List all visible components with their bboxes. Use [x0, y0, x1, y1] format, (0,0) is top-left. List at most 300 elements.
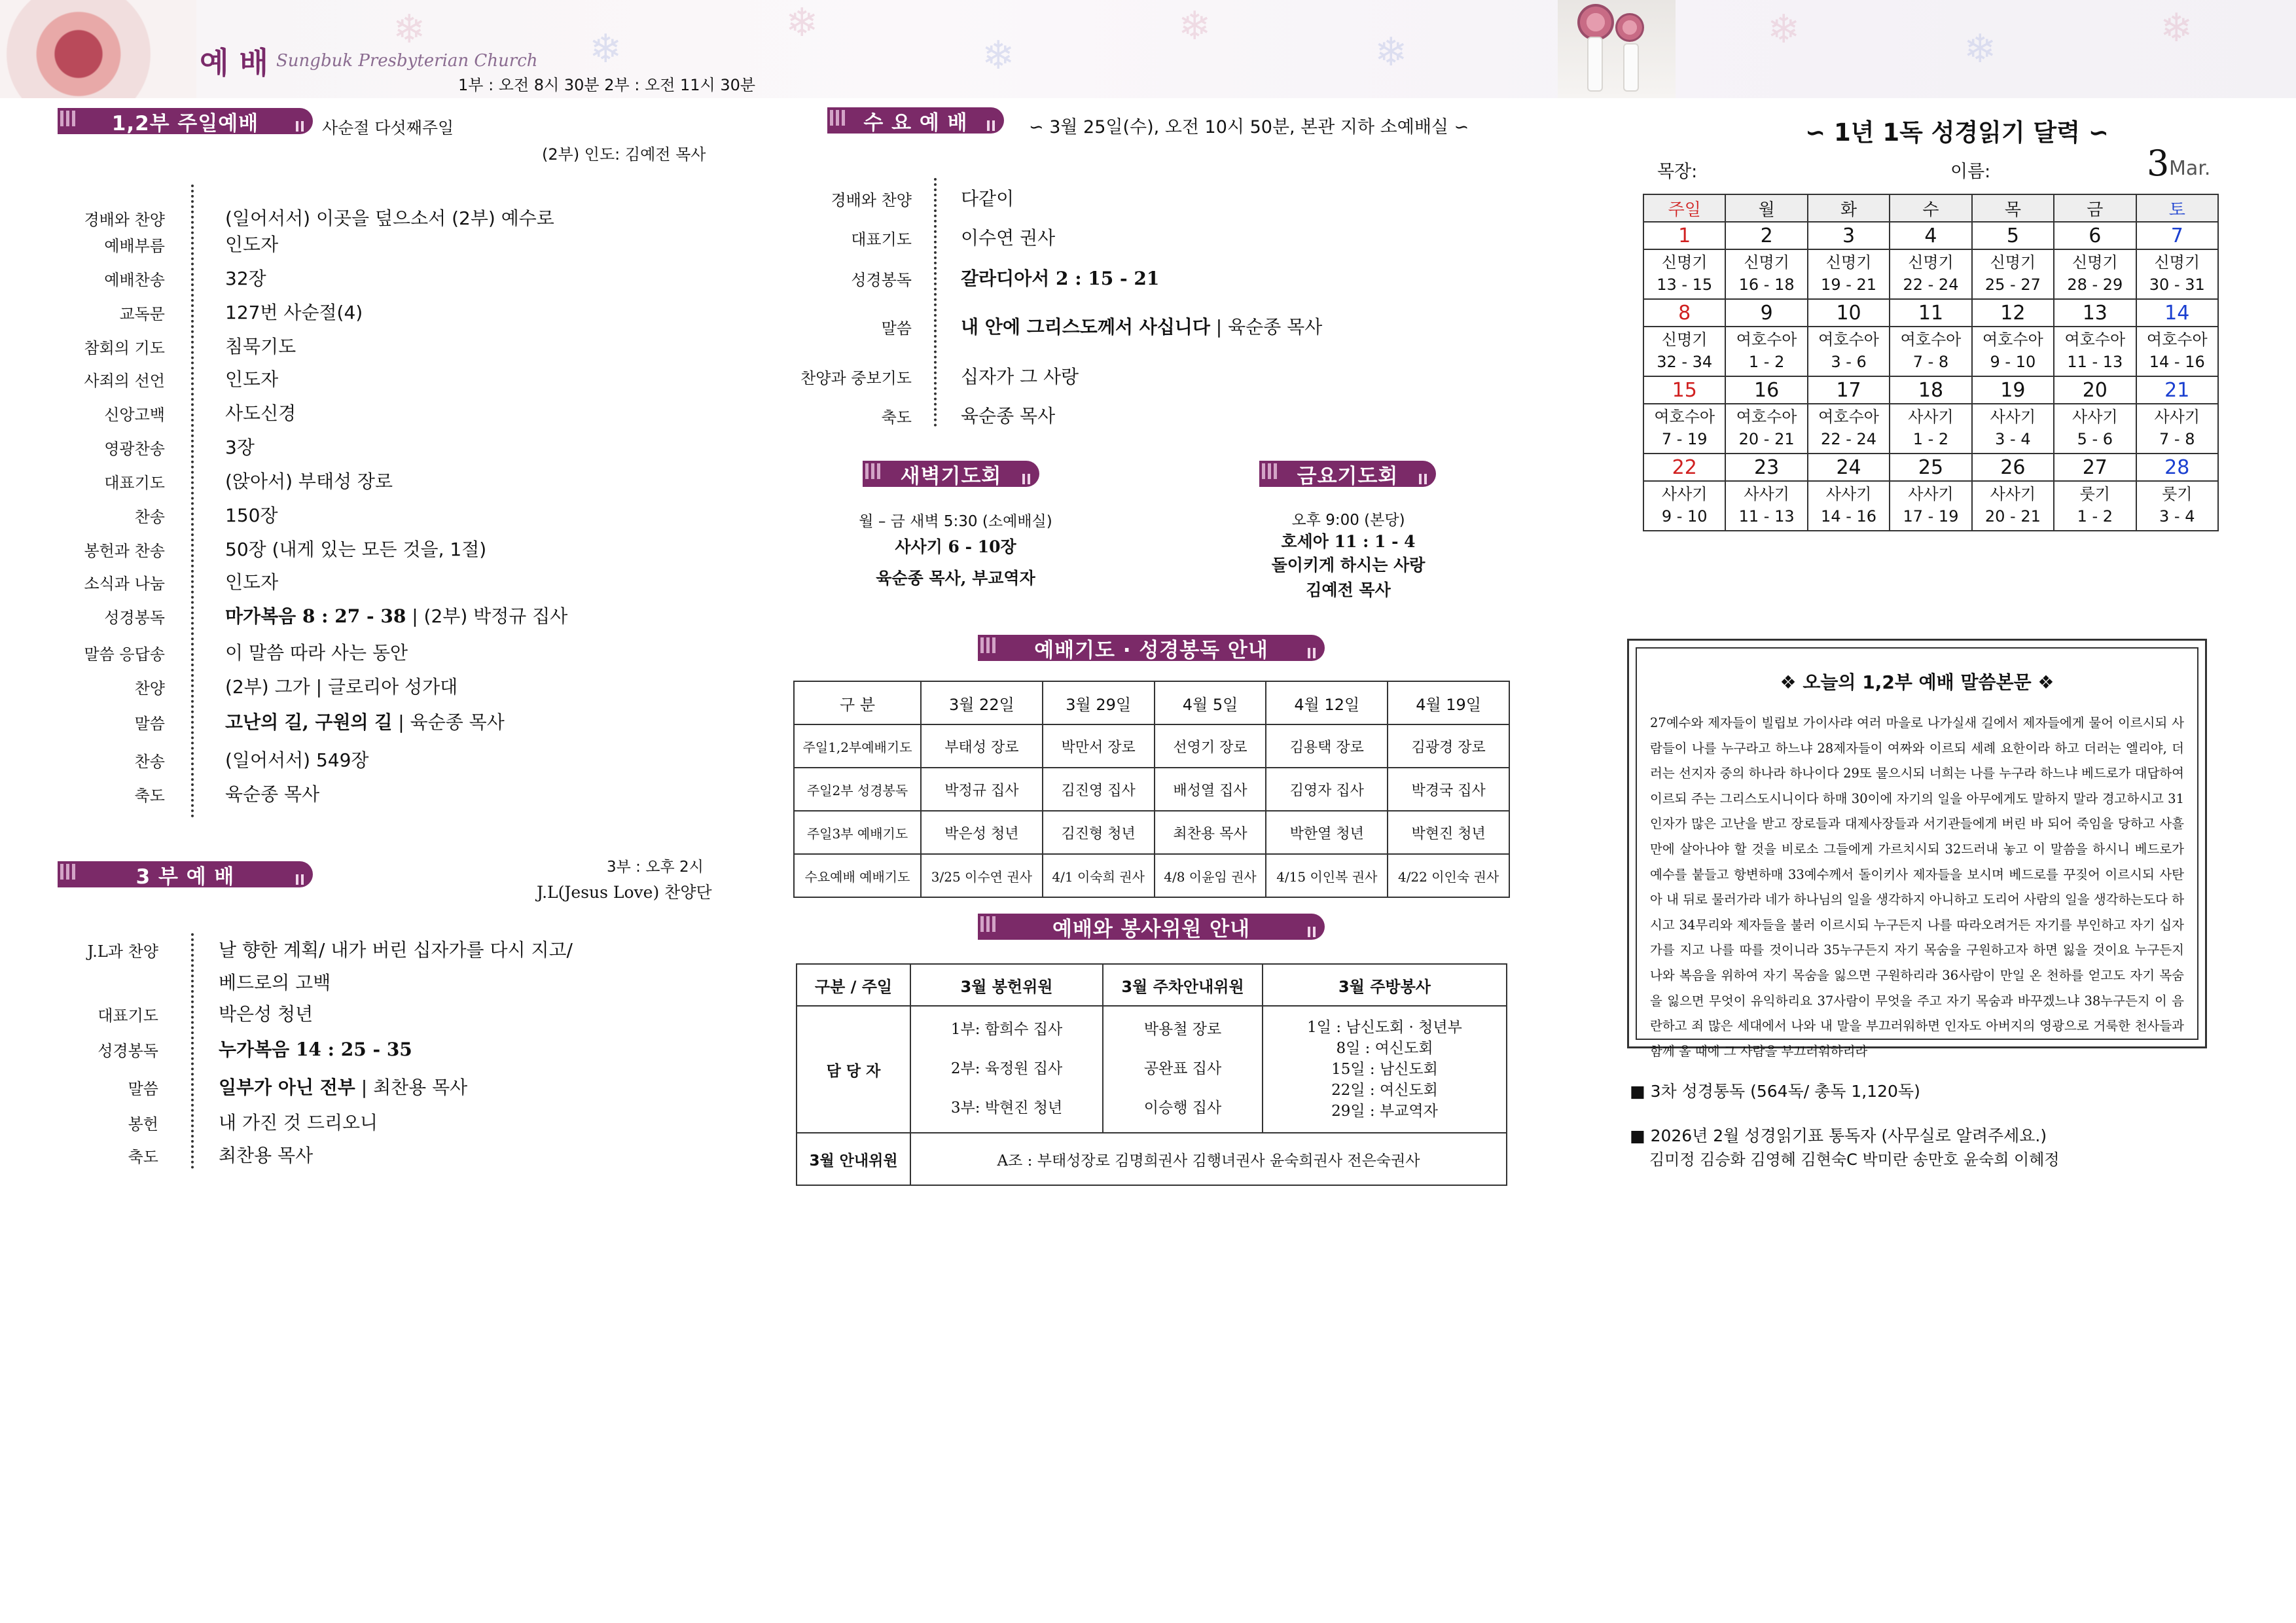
dotted-divider	[934, 178, 937, 427]
snowflake-icon: ❄	[1767, 7, 1801, 52]
section-sunday12-title: 1,2부 주일예배	[58, 108, 313, 134]
order-value: 침묵기도	[225, 336, 296, 357]
calendar-reading	[2136, 249, 2218, 299]
order-value: 32장	[225, 268, 266, 289]
order-label: 대표기도	[104, 474, 165, 492]
order-value: 육순종 목사	[225, 783, 320, 805]
col-header: 4월 12일	[1266, 681, 1388, 724]
kitchen-item: 29일 : 부교역자	[1331, 1103, 1438, 1120]
calendar-date: 1	[1643, 222, 1725, 249]
reading-chapters: 14 - 16	[2149, 353, 2205, 371]
reading-book: 신명기	[1744, 253, 1789, 272]
calendar-date: 11	[1890, 299, 1971, 327]
sermon-passage-box	[1627, 639, 2207, 1059]
order-label: 성경봉독	[104, 609, 165, 627]
calendar-reading	[2054, 481, 2136, 531]
service-times: 1부 : 오전 8시 30분 2부 : 오전 11시 30분	[458, 76, 756, 94]
reading-chapters: 14 - 16	[1821, 507, 1877, 526]
parking-item: 이승행 집사	[1143, 1099, 1222, 1116]
reading-chapters: 7 - 8	[1912, 353, 1949, 371]
calendar-date: 27	[2054, 454, 2136, 481]
order-value-emphasis: 누가복음 14 : 25 - 35	[219, 1039, 412, 1060]
kitchen-item: 8일 : 여신도회	[1336, 1039, 1433, 1057]
calendar-date: 22	[1643, 454, 1725, 481]
order-value	[225, 708, 505, 734]
order-label: 찬양과 중보기도	[800, 369, 912, 387]
dawn-time: 월 – 금 새벽 5:30 (소예배실)	[859, 513, 1052, 530]
order-value	[219, 1073, 467, 1099]
calendar-date: 9	[1725, 299, 1807, 327]
order-value: 3장	[225, 437, 255, 458]
order-label: 소식과 나눔	[84, 575, 165, 593]
table-cell: 박경국 집사	[1388, 768, 1509, 811]
table-row	[794, 768, 1509, 811]
table-cell: 선영기 장로	[1155, 724, 1266, 768]
calendar-reading	[1725, 327, 1807, 376]
order-value-rest: | 육순종 목사	[1210, 316, 1323, 338]
weekday-header: 목	[1972, 194, 2054, 222]
passage-title: ❖ 오늘의 1,2부 예배 말씀본문 ❖	[1780, 671, 2054, 693]
reading-chapters: 30 - 31	[2149, 276, 2205, 294]
order-label: 말씀	[881, 319, 912, 338]
calendar-reading	[1890, 249, 1971, 299]
dawn-passage: 사사기 6 - 10장	[895, 537, 1016, 556]
wednesday-info: ∽ 3월 25일(수), 오전 10시 50분, 본관 지하 소예배실 ∽	[1029, 117, 1469, 137]
reading-chapters: 3 - 4	[2159, 507, 2195, 526]
order-label: J.L과 찬양	[87, 942, 158, 961]
order-label: 찬송	[134, 508, 165, 526]
snowflake-icon: ❄	[1178, 3, 1211, 49]
order-value: (2부) 그가 | 글로리아 성가대	[225, 676, 458, 698]
order-label: 대표기도	[98, 1007, 158, 1025]
order-value: 육순종 목사	[961, 405, 1056, 427]
weekday-header: 화	[1808, 194, 1890, 222]
reading-chapters: 28 - 29	[2067, 276, 2123, 294]
calendar-date: 26	[1972, 454, 2054, 481]
order-label: 영광찬송	[104, 440, 165, 458]
calendar-date: 4	[1890, 222, 1971, 249]
calendar-date: 18	[1890, 376, 1971, 404]
calendar-reading	[1725, 249, 1807, 299]
calendar-reading	[1808, 327, 1890, 376]
kitchen-item: 1일 : 남신도회 · 청년부	[1307, 1018, 1462, 1036]
calendar-reading	[1890, 481, 1971, 531]
friday-time: 오후 9:00 (본당)	[1291, 512, 1405, 529]
calendar-date: 7	[2136, 222, 2218, 249]
order-label: 말씀 응답송	[84, 645, 165, 664]
table-cell: 3/25 이수연 권사	[921, 854, 1043, 897]
reading-book: 룻기	[2079, 485, 2110, 504]
order-value: 인도자	[225, 368, 279, 390]
order-label: 축도	[128, 1148, 158, 1166]
table-cell: 박정규 집사	[921, 768, 1043, 811]
col-header: 4월 5일	[1155, 681, 1266, 724]
reading-chapters: 7 - 8	[2159, 430, 2195, 448]
offering-item: 3부: 박현진 청년	[950, 1099, 1063, 1116]
reading-chapters: 1 - 2	[2077, 507, 2113, 526]
order-value: 50장 (내게 있는 모든 것을, 1절)	[225, 539, 487, 560]
section-prayer-guide-title: 예배기도 · 성경봉독 안내	[978, 635, 1325, 661]
reading-chapters: 7 - 19	[1661, 430, 1708, 448]
page-title: 예 배	[200, 45, 268, 80]
calendar-date: 8	[1643, 299, 1725, 327]
ornament-left-icon: ∽	[1029, 117, 1050, 137]
section-sunday3-title: 3 부 예 배	[58, 861, 313, 887]
order-label: 말씀	[134, 715, 165, 733]
order-label: 성경봉독	[98, 1042, 158, 1060]
table-cell: 박만서 장로	[1043, 724, 1155, 768]
snowflake-icon: ❄	[785, 0, 819, 46]
table-row	[794, 854, 1509, 897]
calendar-date: 12	[1972, 299, 2054, 327]
calendar-date: 23	[1725, 454, 1807, 481]
calendar-reading	[1972, 481, 2054, 531]
reading-book: 신명기	[2154, 253, 2200, 272]
calendar-date: 6	[2054, 222, 2136, 249]
order-value-emphasis: 마가복음 8 : 27 - 38	[225, 605, 406, 627]
order-label: 축도	[881, 408, 912, 427]
reading-book: 신명기	[1825, 253, 1872, 272]
kitchen-item: 15일 : 남신도회	[1331, 1060, 1438, 1078]
passage-text: 27예수와 제자들이 빌립보 가이사랴 여러 마을로 나가실새 길에서 제자들에게 물어 이르시되 사람들이 나를 누구라고 하느냐 28제자들이 여짜와 이르되 세례 요한이라 하고 더러는 엘리야, 더러는 선지자 중의 하나라 하나이다 29또 물으시되 너희는 나를 누구라 하느냐 베드로가 대답하여 이르되 주는 그리스도시니이다 하매 30이에 자기의 일을 아무에게도 말하지 말라 경고하시고 31인자가 많은 고난을 받고 장로들과 대제사장들과 서기관들에게 버린 바 되어 죽임을 당하고 사흘 만에 살아나야 할 것을 비로소 그들에게 가르치시되 32드러내 놓고 이 말씀을 하시니 베드로가 예수를 붙들고 항변하매 33예수께서 돌이키사 제자들을 보시며 베드로를 꾸짖어 이르시되 사탄아 내 뒤로 물러가라 네가 하나님의 일을 생각하지 아니하고 도리어 사람의 일을 생각하는도다 하시고 34무리와 제자들을 불러 이르시되 누구든지 나를 따라오려거든 자기를 부인하고 자기 십자가를 지고 나를 따를 것이니라 35누구든지 자기 목숨을 구원하고자 하면 잃을 것이요 누구든지 나와 복음을 위하여 자기 목숨을 잃으면 구원하리라 36사람이 만일 온 천하를 얻고도 자기 목숨을 잃으면 무엇이 유익하리요 37사람이 무엇을 주고 자기 목숨과 바꾸겠느냐 38누구든지 이 음란하고 죄 많은 세대에서 나와 내 말을 부끄러워하면 인자도 아버지의 영광으로 거룩한 천사들과 함께 올 때에 그 사람을 부끄러워하리라	[1650, 715, 2184, 1059]
order-value: 박은성 청년	[219, 1003, 314, 1025]
calendar-date: 25	[1890, 454, 1971, 481]
order-label: 찬송	[134, 753, 165, 771]
table-cell: 4/8 이윤임 권사	[1155, 854, 1266, 897]
reading-chapters: 3 - 4	[1995, 430, 2031, 448]
order-label: 경배와 찬양	[831, 191, 912, 209]
order-value: 이수연 권사	[961, 227, 1056, 249]
order-value: 최찬용 목사	[219, 1145, 314, 1166]
order-value: 내 가진 것 드리오니	[219, 1112, 378, 1133]
weekday-header: 주일	[1643, 194, 1725, 222]
calendar-reading	[1890, 404, 1971, 454]
weekday-header: 토	[2136, 194, 2218, 222]
kitchen-cell	[1263, 1006, 1507, 1133]
reading-chapters: 32 - 34	[1657, 353, 1713, 371]
order-value-emphasis: 갈라디아서 2 : 15 - 21	[961, 268, 1160, 289]
calendar-title: ∽ 1년 1독 성경읽기 달력 ∽	[1805, 118, 2109, 147]
calendar-reading	[1890, 327, 1971, 376]
calendar-reading	[2054, 249, 2136, 299]
offering-item: 1부: 함희수 집사	[950, 1021, 1063, 1039]
order-value: 인도자	[225, 234, 279, 255]
ornament-right-icon: ∽	[1448, 117, 1469, 137]
calendar-reading	[1725, 404, 1807, 454]
order-label: 교독문	[119, 305, 165, 323]
reading-book: 여호수아	[1654, 408, 1715, 427]
order-label: 성경봉독	[851, 271, 912, 289]
reading-calendar	[1643, 194, 2219, 531]
order-label: 찬양	[134, 679, 165, 698]
order-value: 날 향한 계획/ 내가 버린 십자가를 다시 지고/	[219, 939, 573, 961]
reading-chapters: 19 - 21	[1821, 276, 1877, 294]
reading-book: 여호수아	[1736, 330, 1797, 349]
row-label: 주일3부 예배기도	[794, 811, 921, 854]
reading-chapters: 9 - 10	[1661, 507, 1708, 526]
order-label: 예배찬송	[104, 271, 165, 289]
col-header: 3월 주차안내위원	[1103, 964, 1263, 1006]
snowflake-icon: ❄	[393, 7, 426, 52]
month-number: 3	[2147, 143, 2170, 184]
reading-book: 사사기	[1825, 485, 1872, 504]
calendar-reading	[2136, 327, 2218, 376]
section-friday-title: 금요기도회	[1259, 461, 1436, 487]
snowflake-icon: ❄	[982, 33, 1015, 79]
month-abbr: Mar.	[2169, 157, 2211, 180]
order-value-rest: | 육순종 목사	[392, 711, 505, 733]
calendar-date: 13	[2054, 299, 2136, 327]
calendar-reading	[1808, 404, 1890, 454]
dotted-divider	[191, 185, 194, 818]
calendar-date: 2	[1725, 222, 1807, 249]
reading-book: 신명기	[1990, 253, 2036, 272]
table-cell: 4/22 이인숙 권사	[1388, 854, 1509, 897]
order-value	[225, 602, 567, 628]
kitchen-item: 22일 : 여신도회	[1331, 1082, 1438, 1099]
parking-cell	[1103, 1006, 1263, 1133]
order-value: 사도신경	[225, 402, 296, 424]
reading-chapters: 13 - 15	[1657, 276, 1713, 294]
reading-book: 여호수아	[1900, 330, 1962, 349]
order-value-rest: | (2부) 박정규 집사	[406, 605, 568, 627]
friday-passage: 호세아 11 : 1 - 4	[1281, 532, 1416, 551]
order-value-emphasis: 일부가 아닌 전부	[219, 1077, 355, 1098]
order-label: 봉헌	[128, 1115, 158, 1133]
calendar-date: 20	[2054, 376, 2136, 404]
order-value: 127번 사순절(4)	[225, 302, 363, 323]
calendar-date: 24	[1808, 454, 1890, 481]
calendar-reading-row	[1643, 249, 2218, 299]
order-value: 십자가 그 사랑	[961, 366, 1079, 387]
order-value	[219, 1035, 412, 1061]
header-flower-image	[0, 0, 196, 98]
order-value-emphasis: 내 안에 그리스도께서 사십니다	[961, 316, 1210, 338]
reading-book: 사사기	[1990, 485, 2036, 504]
calendar-date-row	[1643, 376, 2218, 404]
order-value: 이 말씀 따라 사는 동안	[225, 642, 408, 664]
notice-readers-title: ■ 2026년 2월 성경읽기표 통독자 (사무실로 알려주세요.)	[1630, 1126, 2047, 1145]
parking-item: 박용철 장로	[1143, 1021, 1222, 1039]
reading-book: 여호수아	[2146, 330, 2208, 349]
table-cell: 최찬용 목사	[1155, 811, 1266, 854]
weekday-header: 월	[1725, 194, 1807, 222]
weekday-header: 금	[2054, 194, 2136, 222]
section-staff-title: 예배와 봉사위원 안내	[978, 914, 1325, 940]
reading-book: 사사기	[2072, 408, 2118, 427]
reading-chapters: 22 - 24	[1821, 430, 1877, 448]
church-name: Sungbuk Presbyterian Church	[276, 51, 538, 71]
season-label: 사순절 다섯째주일	[322, 118, 454, 137]
reading-chapters: 17 - 19	[1903, 507, 1959, 526]
reading-book: 사사기	[1744, 485, 1789, 504]
reading-book: 여호수아	[1818, 330, 1879, 349]
col-header: 구분 / 주일	[797, 964, 910, 1006]
reading-chapters: 11 - 13	[2067, 353, 2123, 371]
reading-chapters: 1 - 2	[1912, 430, 1949, 448]
section-wednesday-title: 수 요 예 배	[827, 107, 1004, 134]
order-label: 예배부름	[104, 237, 165, 255]
friday-sermon: 돌이키게 하시는 사랑	[1271, 556, 1426, 575]
staff-schedule-table	[796, 963, 1507, 1186]
calendar-date: 21	[2136, 376, 2218, 404]
calendar-reading	[1972, 249, 2054, 299]
calendar-reading	[2054, 327, 2136, 376]
reading-book: 신명기	[1908, 253, 1954, 272]
calendar-date-row	[1643, 222, 2218, 249]
col-header: 3월 봉헌위원	[910, 964, 1103, 1006]
table-cell: 배성열 집사	[1155, 768, 1266, 811]
reading-book: 사사기	[1990, 408, 2036, 427]
reading-chapters: 20 - 21	[1738, 430, 1795, 448]
calendar-date: 5	[1972, 222, 2054, 249]
reading-book: 여호수아	[1736, 408, 1797, 427]
table-row	[794, 724, 1509, 768]
order-label: 봉헌과 찬송	[84, 542, 165, 560]
calendar-reading	[1808, 249, 1890, 299]
reading-book: 사사기	[1661, 485, 1708, 504]
col-header: 3월 주방봉사	[1263, 964, 1507, 1006]
order-value	[961, 264, 1159, 291]
table-cell: 4/1 이숙희 권사	[1043, 854, 1155, 897]
row-label: 주일1,2부예배기도	[794, 724, 921, 768]
calendar-date: 3	[1808, 222, 1890, 249]
weekday-header: 수	[1890, 194, 1971, 222]
calendar-reading	[2136, 481, 2218, 531]
reading-book: 룻기	[2162, 485, 2193, 504]
calendar-reading	[1643, 481, 1725, 531]
name-label: 이름:	[1950, 162, 1991, 182]
calendar-date: 16	[1725, 376, 1807, 404]
header-banner	[0, 0, 2296, 98]
parking-item: 공완표 집사	[1143, 1060, 1222, 1078]
sunday3-leader: J.L(Jesus Love) 찬양단	[537, 883, 712, 902]
table-cell: 박은성 청년	[921, 811, 1043, 854]
row-label: 주일2부 성경봉독	[794, 768, 921, 811]
calendar-date-row	[1643, 454, 2218, 481]
calendar-date: 14	[2136, 299, 2218, 327]
sunday3-time: 3부 : 오후 2시	[607, 859, 704, 876]
calendar-date: 19	[1972, 376, 2054, 404]
order-label: 말씀	[128, 1080, 158, 1098]
calendar-date: 17	[1808, 376, 1890, 404]
calendar-reading-row	[1643, 481, 2218, 531]
calendar-reading	[1643, 404, 1725, 454]
table-row	[794, 811, 1509, 854]
calendar-reading	[1972, 327, 2054, 376]
reading-chapters: 16 - 18	[1738, 276, 1795, 294]
reading-book: 여호수아	[2064, 330, 2126, 349]
notice-readers-names: 김미정 김승화 김영혜 김현숙C 박미란 송만호 윤숙희 이혜정	[1649, 1150, 2060, 1169]
calendar-reading	[1808, 481, 1890, 531]
reading-book: 신명기	[1661, 330, 1708, 349]
reading-chapters: 11 - 13	[1738, 507, 1795, 526]
friday-preacher: 김예전 목사	[1306, 580, 1391, 599]
leader-label: (2부) 인도: 김예전 목사	[542, 145, 706, 164]
calendar-date: 10	[1808, 299, 1890, 327]
reading-book: 여호수아	[1818, 408, 1879, 427]
order-label: 참회의 기도	[84, 339, 165, 357]
section-dawn-title: 새벽기도회	[863, 461, 1039, 487]
reading-chapters: 5 - 6	[2077, 430, 2113, 448]
order-value: 다같이	[961, 188, 1014, 209]
snowflake-icon: ❄	[589, 26, 622, 72]
row-label: 담 당 자	[797, 1006, 910, 1133]
guide-label: 3월 안내위원	[797, 1133, 910, 1185]
order-value: 150장	[225, 505, 278, 526]
offering-item: 2부: 육정원 집사	[950, 1060, 1063, 1078]
row-label: 수요예배 예배기도	[794, 854, 921, 897]
offering-cell	[910, 1006, 1103, 1133]
order-value: (일어서서) 549장	[225, 749, 369, 771]
order-value-rest: | 최찬용 목사	[355, 1077, 468, 1098]
calendar-date-row	[1643, 299, 2218, 327]
dawn-preachers: 육순종 목사, 부교역자	[876, 569, 1035, 588]
calendar-date: 28	[2136, 454, 2218, 481]
reading-chapters: 9 - 10	[1990, 353, 2036, 371]
order-value: (앉아서) 부태성 장로	[225, 471, 393, 492]
reading-book: 여호수아	[1982, 330, 2043, 349]
reading-chapters: 25 - 27	[1984, 276, 2041, 294]
table-cell: 김광경 장로	[1388, 724, 1509, 768]
order-value: 인도자	[225, 571, 279, 593]
notice-reading-count: ■ 3차 성경통독 (564독/ 총독 1,120독)	[1630, 1082, 1920, 1101]
table-cell: 김진영 집사	[1043, 768, 1155, 811]
calendar-reading	[2136, 404, 2218, 454]
order-label: 대표기도	[851, 230, 912, 249]
table-cell: 4/15 이인복 권사	[1266, 854, 1388, 897]
calendar-date: 15	[1643, 376, 1725, 404]
header-vase-image	[1558, 0, 1676, 98]
table-cell: 박한열 청년	[1266, 811, 1388, 854]
order-value	[961, 313, 1322, 339]
col-header: 4월 19일	[1388, 681, 1509, 724]
snowflake-icon: ❄	[1964, 26, 1997, 72]
table-cell: 박현진 청년	[1388, 811, 1509, 854]
prayer-schedule-table	[793, 681, 1510, 898]
calendar-reading-row	[1643, 404, 2218, 454]
snowflake-icon: ❄	[2160, 5, 2193, 51]
guide-value: A조 : 부태성장로 김명희권사 김행녀권사 윤숙희권사 전은숙권사	[910, 1133, 1507, 1185]
order-label: 사죄의 선언	[84, 372, 165, 390]
calendar-reading	[1972, 404, 2054, 454]
order-label: 신앙고백	[104, 406, 165, 424]
snowflake-icon: ❄	[1374, 29, 1408, 75]
col-header: 3월 29일	[1043, 681, 1155, 724]
order-value-emphasis: 고난의 길, 구원의 길	[225, 711, 393, 733]
reading-chapters: 1 - 2	[1748, 353, 1785, 371]
reading-book: 사사기	[1908, 485, 1954, 504]
reading-book: 사사기	[2154, 408, 2200, 427]
ornament-left-icon: ∽	[1805, 118, 1834, 147]
col-header: 구 분	[794, 681, 921, 724]
reading-chapters: 3 - 6	[1831, 353, 1867, 371]
reading-chapters: 22 - 24	[1903, 276, 1959, 294]
calendar-reading	[1643, 249, 1725, 299]
region-label: 목장:	[1657, 162, 1698, 182]
calendar-reading-row	[1643, 327, 2218, 376]
table-cell: 김진형 청년	[1043, 811, 1155, 854]
reading-chapters: 20 - 21	[1984, 507, 2041, 526]
dotted-divider	[191, 933, 194, 1169]
calendar-reading	[1725, 481, 1807, 531]
table-cell: 김용택 장로	[1266, 724, 1388, 768]
order-label: 축도	[134, 787, 165, 805]
table-cell: 부태성 장로	[921, 724, 1043, 768]
order-value: (일어서서) 이곳을 덮으소서 (2부) 예수로	[225, 207, 554, 229]
col-header: 3월 22일	[921, 681, 1043, 724]
order-value: 베드로의 고백	[219, 972, 331, 993]
